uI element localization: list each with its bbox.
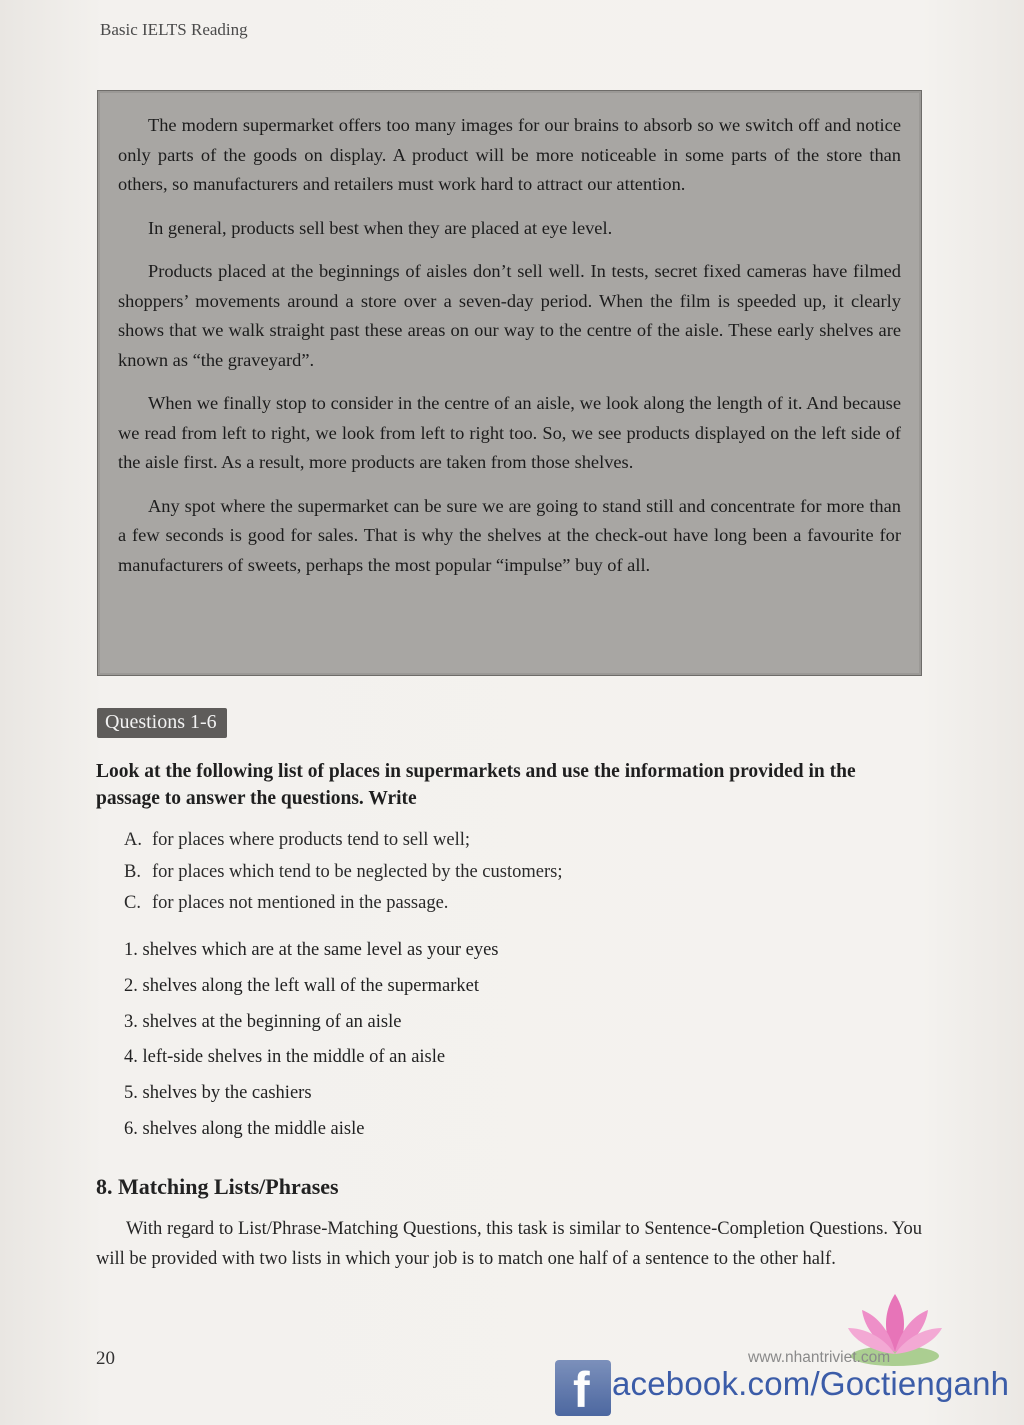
question-item: 2. shelves along the left wall of the supermarket [124, 975, 479, 996]
option-letter: C. [124, 893, 141, 913]
questions-instruction: Look at the following list of places in supermarkets and use the information provided in the passage to answer the questions. Write [96, 761, 856, 809]
option-letter: B. [124, 861, 141, 882]
facebook-logo-letter: f [573, 1362, 590, 1418]
question-item: 3. shelves at the beginning of an aisle [124, 1011, 402, 1032]
questions-list [124, 933, 904, 1148]
option-letter: A. [124, 830, 142, 850]
question-item: 1. shelves which are at the same level as your eyes [124, 940, 499, 960]
question-item: 4. left-side shelves in the middle of an aisle [124, 1047, 446, 1068]
passage-paragraph-2: In general, products sell best when they are placed at eye level. [148, 217, 613, 238]
passage-paragraph-1: The modern supermarket offers too many images for our brains to absorb so we switch off and notice only parts of the goods on display. A product will be more noticeable in some parts of the store than others, so manufacturers and retailers must work hard to attract our attention. [118, 115, 901, 194]
answer-option [124, 888, 904, 920]
passage-paragraph-4: When we finally stop to consider in the centre of an aisle, we look along the length of it. And because we read from left to right, we look from left to right too. So, we see products displayed on the left side of the aisle first. As a result, more products are taken from those shelves. [118, 393, 901, 472]
question-item: 5. shelves by the cashiers [124, 1083, 312, 1104]
page-number: 20 [96, 1348, 115, 1369]
answer-options-list [124, 825, 904, 920]
section-heading: 8. Matching Lists/Phrases [96, 1174, 339, 1199]
running-head: Basic IELTS Reading [100, 20, 248, 39]
facebook-logo-icon [555, 1360, 611, 1416]
answer-option [124, 825, 904, 857]
section-body-paragraph: With regard to List/Phrase-Matching Questions, this task is similar to Sentence-Completion Questions. You will be provided with two lists in which your job is to match one half of a sentence to the other half. [96, 1219, 922, 1269]
option-text: for places which tend to be neglected by the customers; [152, 861, 563, 882]
answer-option [124, 857, 904, 889]
passage-paragraph-3: Products placed at the beginnings of aisles don’t sell well. In tests, secret fixed cameras have filmed shoppers’ movements around a store over a seven-day period. When the film is speeded up, it clearly shows that we walk straight past these areas on our way to the centre of the aisle. These early shelves are known as “the graveyard”. [118, 261, 901, 370]
passage-paragraph-5: Any spot where the supermarket can be sure we are going to stand still and concentrate for more than a few seconds is good for sales. That is why the shelves at the check-out have long been a favourite for manufacturers of sweets, perhaps the most popular “impulse” buy of all. [118, 495, 901, 575]
facebook-watermark-text: acebook.com/Goctienganh [612, 1365, 1010, 1402]
reading-passage-box [97, 90, 922, 676]
option-text: for places not mentioned in the passage. [152, 893, 449, 913]
question-item: 6. shelves along the middle aisle [124, 1118, 365, 1139]
option-text: for places where products tend to sell well; [152, 830, 470, 850]
questions-header-badge: Questions 1-6 [97, 708, 227, 738]
site-watermark: www.nhantriviet.com [748, 1349, 891, 1366]
